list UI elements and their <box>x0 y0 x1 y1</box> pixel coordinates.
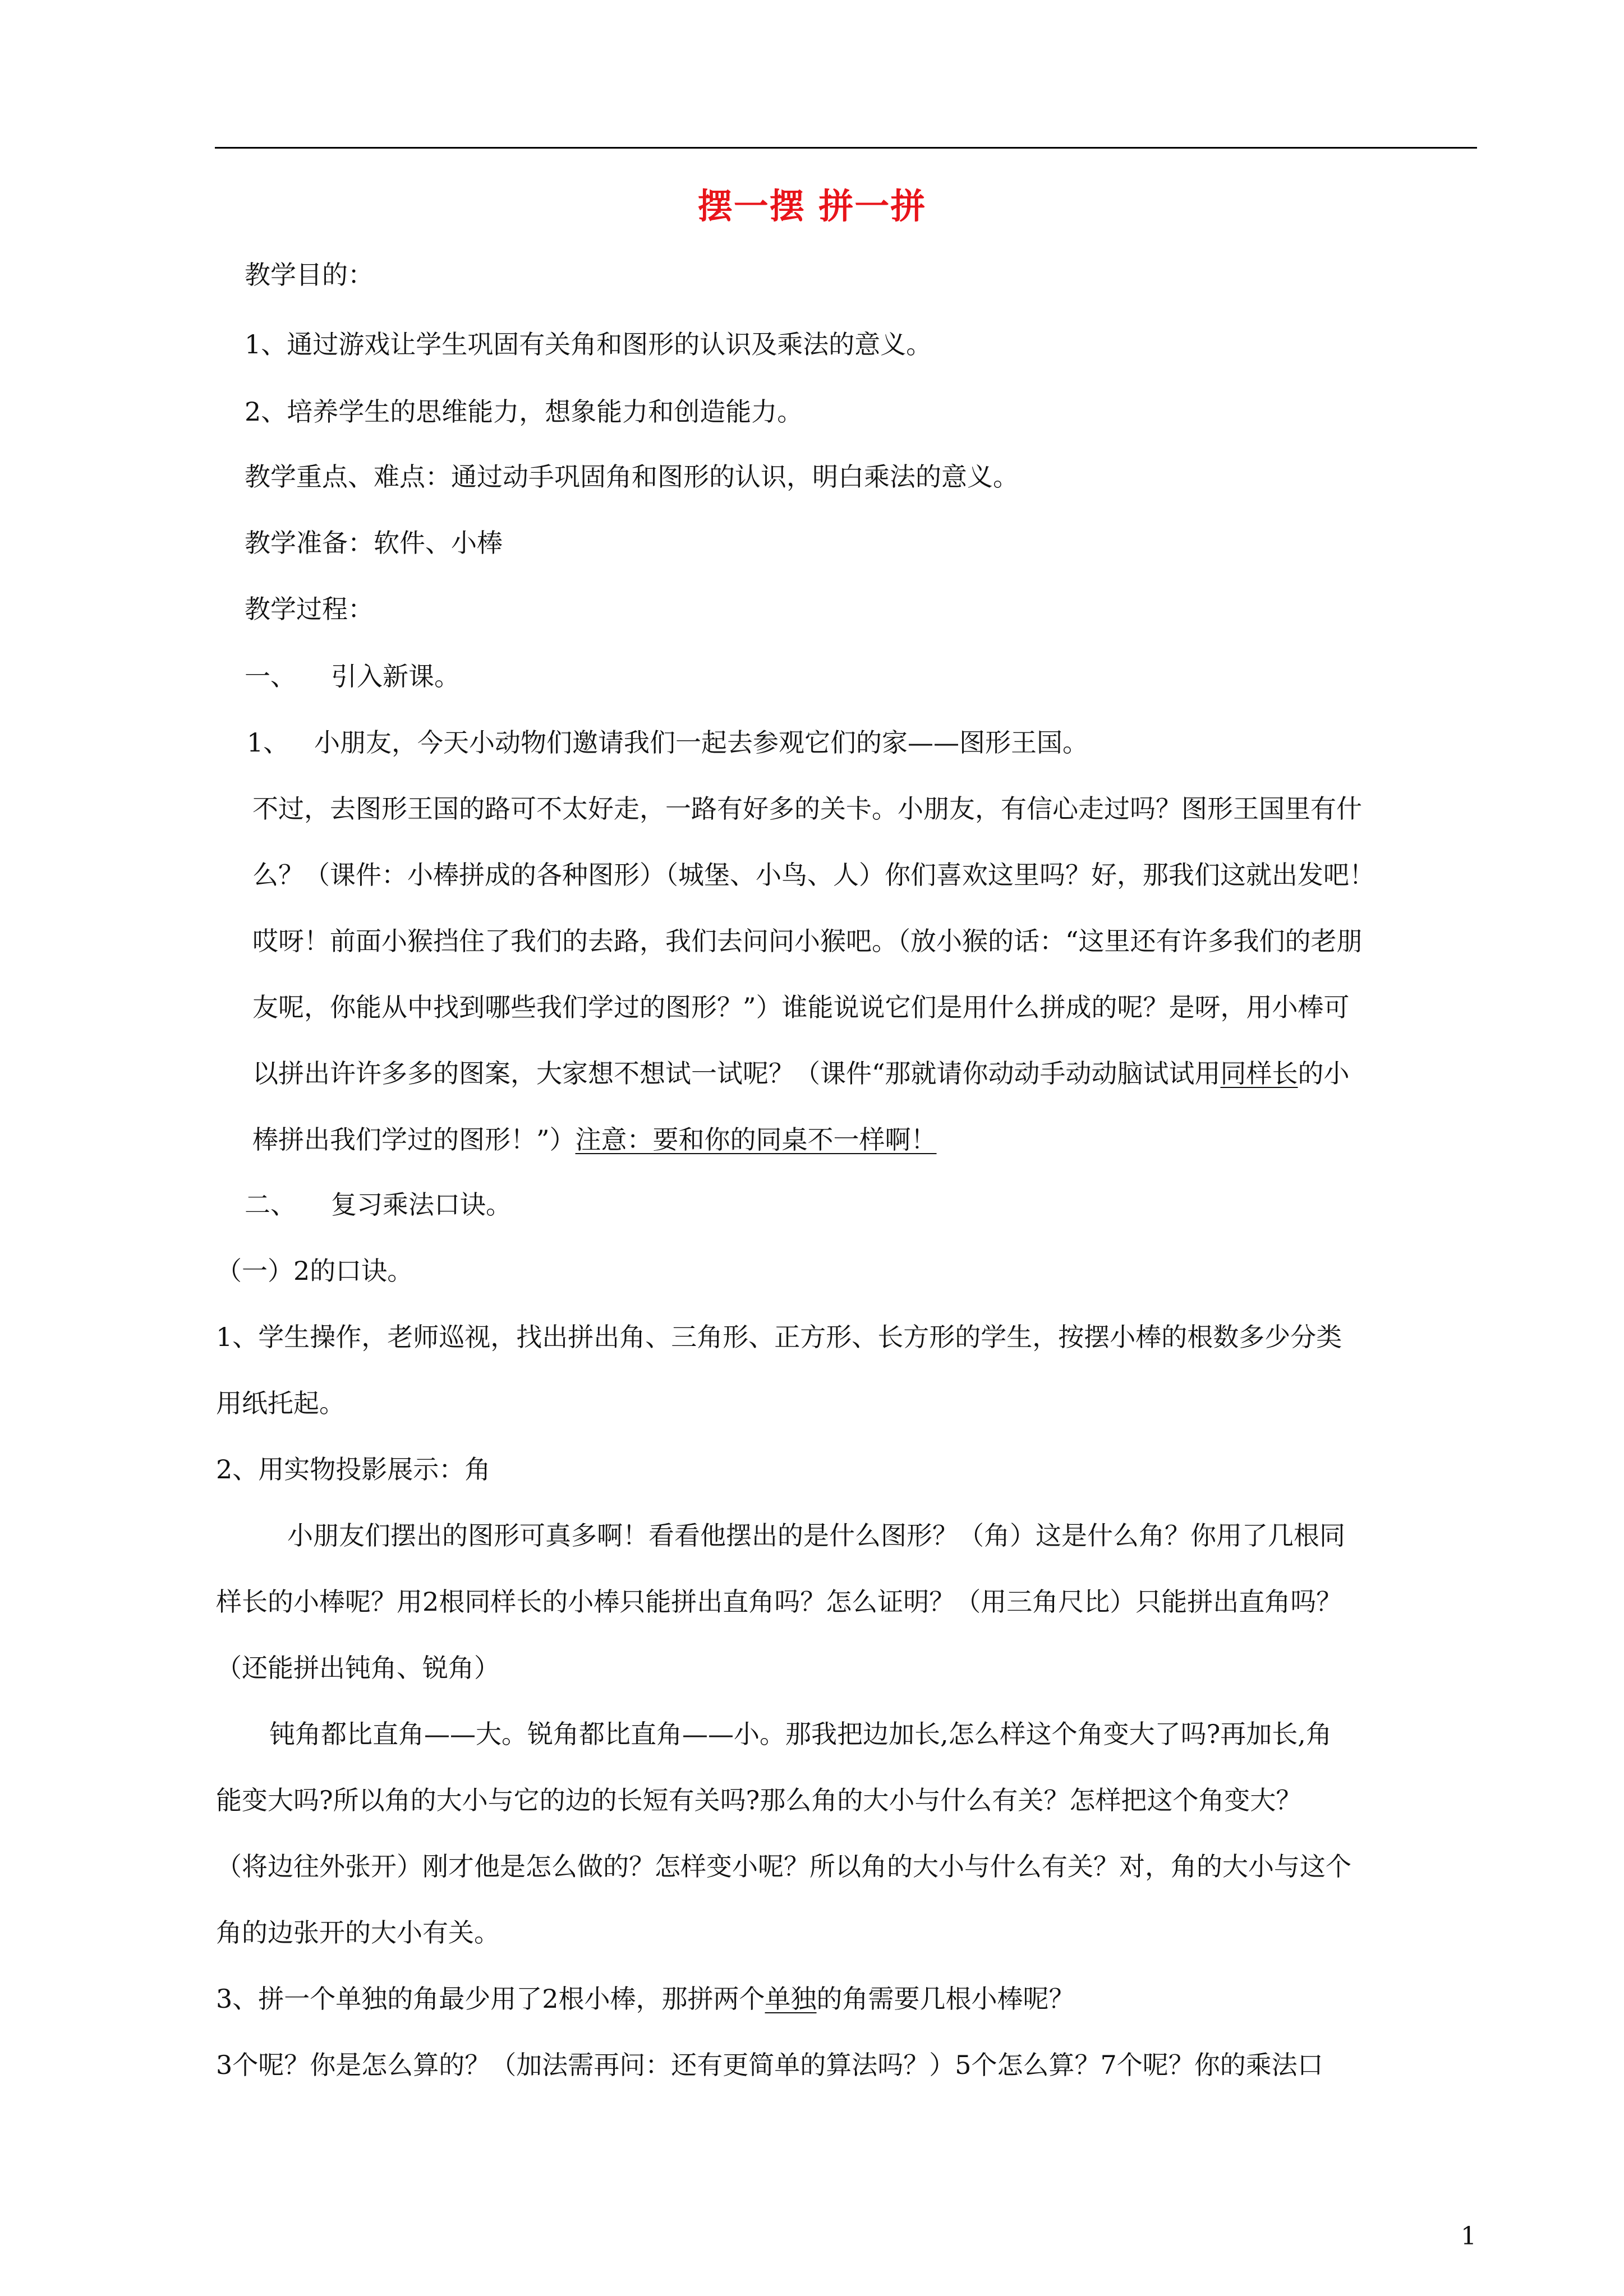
goal-2: 2、培养学生的思维能力，想象能力和创造能力。 <box>245 397 803 427</box>
subsection-1: （一）2的口诀。 <box>216 1256 413 1286</box>
paragraph-line: 角的边张开的大小有关。 <box>216 1917 500 1948</box>
underlined-note: 注意：要和你的同桌不一样啊！ <box>575 1124 937 1155</box>
paragraph-line: （还能拼出钝角、锐角） <box>216 1653 500 1683</box>
paragraph-line: 3个呢？你是怎么算的？（加法需再问：还有更简单的算法吗？）5个怎么算？7个呢？你的乘法口 <box>216 2050 1323 2080</box>
paragraph-line: 能变大吗?所以角的大小与它的边的长短有关吗?那么角的大小与什么有关？怎样把这个角变大？ <box>216 1785 1302 1815</box>
paragraph-line <box>252 1057 1350 1090</box>
underlined-text: 同样长 <box>1220 1058 1298 1089</box>
text-run: 的小 <box>1298 1058 1350 1089</box>
text-run: 的角需要几根小棒呢？ <box>816 1984 1075 2014</box>
goal-heading: 教学目的： <box>245 260 374 290</box>
text-run: 3、拼一个单独的角最少用了2根小棒，那拼两个 <box>216 1984 765 2014</box>
paragraph-line: 不过，去图形王国的路可不太好走，一路有好多的关卡。小朋友，有信心走过吗？图形王国里有什 <box>252 794 1362 824</box>
paragraph-line: （将边往外张开）刚才他是怎么做的？怎样变小呢？所以角的大小与什么有关？对，角的大小与这个 <box>216 1851 1351 1882</box>
paragraph-line: 哎呀！前面小猴挡住了我们的去路，我们去问问小猴吧。（放小猴的话：“这里还有许多我们的老朋 <box>252 926 1363 956</box>
page-title: 摆一摆 拼一拼 <box>697 186 927 227</box>
text-run: 以拼出许许多多的图案，大家想不想试一试呢？（课件“那就请你动动手动动脑试试用 <box>252 1058 1221 1089</box>
paragraph-line: 样长的小棒呢？用2根同样长的小棒只能拼出直角吗？怎么证明？（用三角尺比）只能拼出直角吗？ <box>216 1587 1342 1617</box>
header-rule <box>215 147 1477 149</box>
section-2-title: 复习乘法口诀。 <box>331 1190 512 1220</box>
text-run: 棒拼出我们学过的图形！”） <box>252 1124 576 1155</box>
item-1-number: 1、 <box>247 727 289 758</box>
paragraph-line <box>252 1123 937 1156</box>
step-1-line: 用纸托起。 <box>216 1388 345 1418</box>
process-heading: 教学过程： <box>245 594 374 624</box>
preparation: 教学准备：软件、小棒 <box>245 528 503 558</box>
section-1-number: 一、 <box>245 661 296 691</box>
step-2: 2、用实物投影展示：角 <box>216 1454 491 1484</box>
paragraph-line: 小朋友们摆出的图形可真多啊！看看他摆出的是什么图形？（角）这是什么角？你用了几根同 <box>287 1520 1345 1551</box>
goal-1: 1、通过游戏让学生巩固有关角和图形的认识及乘法的意义。 <box>245 329 932 359</box>
page-number: 1 <box>1461 2222 1476 2251</box>
key-points: 教学重点、难点：通过动手巩固角和图形的认识，明白乘法的意义。 <box>245 462 1019 492</box>
paragraph-line: 友呢，你能从中找到哪些我们学过的图形？”）谁能说说它们是用什么拼成的呢？是呀，用小棒可 <box>252 992 1350 1022</box>
step-1-line: 1、学生操作，老师巡视，找出拼出角、三角形、正方形、长方形的学生，按摆小棒的根数多少分类 <box>216 1322 1342 1352</box>
section-2-number: 二、 <box>245 1190 296 1220</box>
section-1-title: 引入新课。 <box>331 661 460 691</box>
underlined-text: 单独 <box>765 1984 817 2014</box>
paragraph-line: 么？（课件：小棒拼成的各种图形）（城堡、小鸟、人）你们喜欢这里吗？好，那我们这就出发吧！ <box>252 860 1375 890</box>
item-1-text: 小朋友，今天小动物们邀请我们一起去参观它们的家——图形王国。 <box>314 727 1088 758</box>
step-3 <box>216 1982 1075 2016</box>
paragraph-line: 钝角都比直角——大。锐角都比直角——小。那我把边加长,怎么样这个角变大了吗?再加长,角 <box>269 1719 1332 1749</box>
